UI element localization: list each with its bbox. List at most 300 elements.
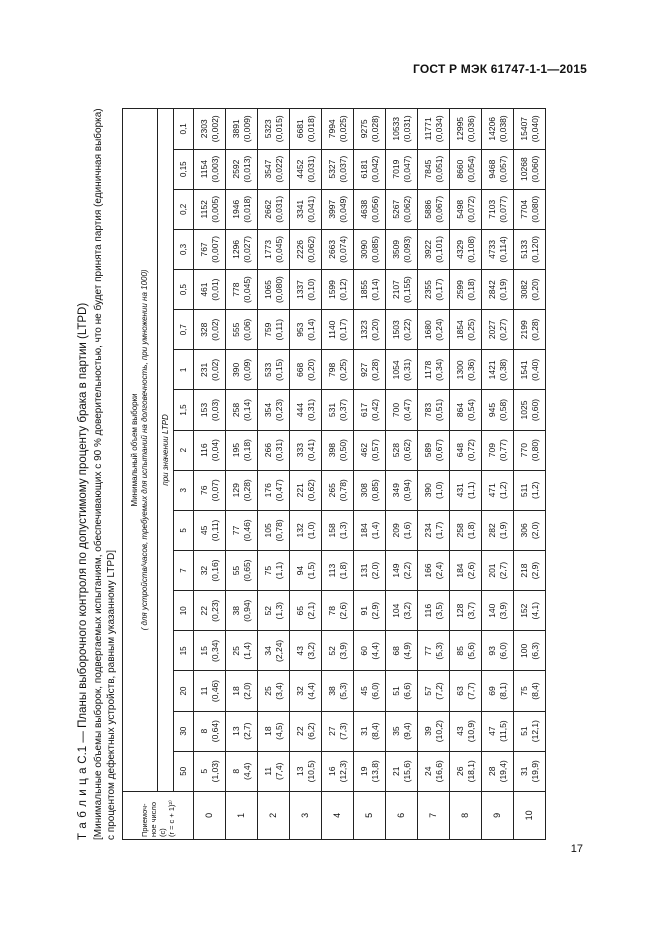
sample-size-cell [514,550,546,590]
header-acceptance-number [123,791,194,839]
sample-size-value: 7103 [486,199,497,219]
ltpd-column-header: 0,1 [174,109,194,150]
sample-size-percent: (0,19) [497,278,508,301]
sample-size-cell [450,631,482,671]
sample-size-cell [418,430,450,470]
sample-size-cell [354,711,386,751]
sample-size-value: 5267 [390,199,401,219]
sample-size-cell [450,390,482,430]
caption-label: Т а б л и ц а [77,766,89,840]
sample-size-percent: (2,0) [241,682,252,700]
sample-size-percent: (1,2) [497,481,508,500]
sample-size-value: 2663 [326,239,337,259]
sample-size-cell [258,631,290,671]
sample-size-value: 11 [262,766,273,776]
sample-size-value: 152 [518,603,529,618]
sample-size-cell [418,631,450,671]
sample-size-value: 6681 [294,119,305,139]
sample-size-value: 31 [518,766,529,776]
sample-size-value: 700 [390,402,401,418]
sample-size-value: 7994 [326,119,337,139]
sample-size-value: 617 [358,402,369,418]
sample-size-value: 52 [262,605,273,616]
sample-size-value: 2303 [198,119,209,139]
sample-size-percent: (1,3) [337,521,348,540]
sample-size-value: 184 [454,563,465,578]
sample-size-percent: (0,60) [529,398,540,422]
sample-size-value: 471 [486,483,497,498]
sample-size-cell [322,270,354,310]
sample-size-cell [386,711,418,751]
sample-size-percent: (0,054) [465,155,476,183]
sample-size-value: 2107 [390,280,401,300]
sample-size-value: 1054 [390,360,401,380]
acceptance-number-cell: 7 [418,791,450,839]
sample-size-percent: (0,080) [529,195,540,223]
sample-size-cell [418,149,450,189]
sample-size-value: 1154 [198,160,209,179]
sample-size-value: 4638 [358,199,369,219]
sample-size-cell [514,510,546,550]
sample-size-value: 77 [422,646,433,656]
sample-size-percent: (0,47) [401,398,412,422]
sample-size-cell [290,510,322,550]
sample-size-value: 2199 [518,320,529,340]
sample-size-cell [450,229,482,269]
sample-size-value: 1323 [358,320,369,340]
ltpd-column-header: 2 [174,430,194,470]
sample-size-percent: (5,3) [337,682,348,700]
sample-size-cell [290,550,322,590]
sample-size-cell [418,711,450,751]
sample-size-percent: (10,5) [305,760,316,783]
sample-size-cell [226,430,258,470]
sample-size-cell [354,591,386,631]
sample-size-cell [354,671,386,711]
ltpd-column-header: 0,3 [174,229,194,269]
sample-size-value: 34 [262,646,273,656]
sample-size-value: 45 [198,525,209,536]
acceptance-number-cell: 4 [322,791,354,839]
sample-size-cell [450,671,482,711]
sample-size-value: 116 [422,603,433,618]
sample-size-percent: (0,027) [241,235,252,263]
sample-size-percent: (4,4) [305,682,316,700]
sample-size-cell [194,751,226,791]
sample-size-cell [226,270,258,310]
sample-size-value: 68 [390,646,401,656]
sample-size-cell [194,189,226,229]
sample-size-percent: (3,2) [401,601,412,620]
acceptance-number-cell: 9 [482,791,514,839]
sample-size-cell [514,430,546,470]
sample-size-value: 149 [390,563,401,578]
sample-size-percent: (8,4) [529,682,540,700]
sample-size-percent: (0,12) [337,278,348,301]
table-row [386,109,418,840]
sample-size-percent: (0,080) [273,276,284,304]
sample-size-percent: (0,056) [369,195,380,223]
sample-size-value: 431 [454,483,465,498]
sample-size-cell [450,591,482,631]
sample-size-value: 15 [198,646,209,656]
sample-size-cell [418,671,450,711]
sample-size-value: 1599 [326,280,337,300]
sample-size-cell [418,470,450,510]
sample-size-cell [514,270,546,310]
sample-size-value: 24 [422,766,433,776]
sample-size-value: 28 [486,766,497,776]
sample-size-percent: (2,0) [529,521,540,540]
sample-size-value: 63 [454,686,465,696]
sample-size-cell [194,390,226,430]
sample-size-percent: (1,0) [305,521,316,540]
sample-size-value: 35 [390,726,401,736]
sample-size-value: 32 [294,686,305,696]
corner-line: ное число [149,801,158,837]
sample-size-cell [386,430,418,470]
sample-size-value: 2027 [486,320,497,340]
sample-size-cell [514,350,546,390]
sample-size-value: 462 [358,443,369,458]
sample-size-cell [290,229,322,269]
sample-size-percent: (0,038) [497,115,508,143]
sample-size-percent: (6,2) [305,722,316,740]
ltpd-column-header: 1 [174,350,194,390]
sample-size-percent: (0,42) [369,398,380,422]
sample-size-value: 555 [230,322,241,337]
sample-size-percent: (0,40) [529,358,540,381]
sample-size-percent: (3,9) [497,601,508,620]
sample-size-value: 770 [518,443,529,458]
sample-size-percent: (0,22) [401,318,412,341]
sample-size-cell [386,550,418,590]
sample-size-percent: (0,64) [209,720,220,743]
sample-size-value: 2599 [454,280,465,300]
sample-size-cell [450,350,482,390]
sample-size-percent: (0,10) [305,278,316,301]
sample-size-value: 945 [486,402,497,418]
sample-size-cell [450,510,482,550]
sample-size-percent: (4,4) [369,642,380,660]
sample-size-cell [386,149,418,189]
sample-size-cell [258,350,290,390]
sample-size-value: 7845 [422,159,433,179]
sample-size-percent: (0,085) [369,235,380,263]
sample-size-value: 231 [198,362,209,377]
sample-size-value: 5133 [518,239,529,259]
sample-size-cell [450,270,482,310]
sample-size-value: 38 [326,686,337,696]
sample-size-value: 759 [262,322,273,337]
sample-size-cell [354,470,386,510]
sample-size-value: 258 [230,402,241,418]
table-row [450,109,482,840]
sample-size-cell [194,310,226,350]
sample-size-cell [194,470,226,510]
sample-size-value: 22 [198,605,209,616]
sample-size-value: 1025 [518,400,529,420]
sample-size-cell [354,751,386,791]
sample-size-cell [354,189,386,229]
sample-size-value: 1421 [486,360,497,380]
sample-size-value: 349 [390,483,401,498]
sample-size-cell [226,310,258,350]
sample-size-value: 131 [358,563,369,578]
sample-size-cell [226,751,258,791]
sample-size-value: 128 [454,603,465,618]
sample-size-percent: (0,101) [433,235,444,263]
sample-size-percent: (0,67) [433,439,444,462]
sample-size-percent: (16,6) [433,760,444,783]
sample-size-value: 153 [198,402,209,418]
sample-size-cell [482,751,514,791]
sample-size-percent: (0,77) [497,439,508,462]
sample-size-cell [194,591,226,631]
sample-size-cell [418,591,450,631]
sample-size-percent: (1,9) [497,521,508,540]
sample-size-value: 94 [294,565,305,576]
sample-size-value: 65 [294,605,305,616]
sample-size-cell [290,390,322,430]
sample-size-value: 51 [390,686,401,696]
sample-size-percent: (0,14) [305,318,316,341]
sample-size-percent: (0,31) [305,398,316,422]
sample-size-percent: (7,7) [465,682,476,700]
sample-size-cell [194,270,226,310]
sample-size-value: 6181 [358,159,369,179]
sample-size-cell [450,430,482,470]
acceptance-number-cell: 10 [514,791,546,839]
sample-size-value: 444 [294,402,305,418]
ltpd-column-header: 7 [174,550,194,590]
sample-size-percent: (0,28) [369,358,380,381]
sample-size-value: 12995 [454,116,465,141]
sample-size-cell [322,310,354,350]
sample-size-percent: (0,042) [369,155,380,183]
sample-size-value: 864 [454,402,465,418]
sample-size-value: 113 [326,563,337,578]
sample-size-value: 60 [358,646,369,656]
sample-size-cell [322,350,354,390]
sample-size-value: 43 [294,646,305,656]
sample-size-percent: (0,31) [401,358,412,381]
sample-size-percent: (0,041) [305,195,316,223]
sample-size-cell [450,711,482,751]
sample-size-percent: (0,049) [337,195,348,223]
sample-size-percent: (0,54) [465,398,476,422]
sample-size-value: 38 [230,605,241,616]
sample-size-value: 398 [326,443,337,458]
sample-size-percent: (0,047) [401,155,412,183]
sample-size-cell [386,390,418,430]
sample-size-cell [258,390,290,430]
sample-size-cell [450,550,482,590]
sample-size-value: 184 [358,523,369,538]
sample-size-value: 52 [326,646,337,656]
sample-size-cell [226,671,258,711]
sample-size-cell [322,510,354,550]
sample-size-percent: (0,20) [369,318,380,341]
sample-size-value: 668 [294,362,305,377]
sample-size-value: 3509 [390,239,401,259]
sample-size-percent: (0,50) [337,439,348,462]
header-min-sample-line2: ( для устройств/часов, требуемых для испытаний на долговечность, при умножении на 1000) [140,269,149,631]
sample-size-percent: (0,031) [401,115,412,143]
sample-size-value: 5886 [422,199,433,219]
sample-size-value: 9468 [486,159,497,179]
sample-size-percent: (0,23) [273,398,284,422]
acceptance-number-cell: 1 [226,791,258,839]
sample-size-value: 3547 [262,159,273,179]
sample-size-cell [514,711,546,751]
sample-size-cell [450,149,482,189]
sample-size-percent: (0,114) [497,236,508,263]
sample-size-cell [514,671,546,711]
sample-size-percent: (0,108) [465,235,476,263]
sample-size-value: 8660 [454,159,465,179]
sample-size-value: 4733 [486,239,497,259]
sample-size-percent: (0,37) [337,398,348,422]
sample-size-value: 7019 [390,159,401,179]
sample-size-percent: (4,1) [529,601,540,620]
sample-size-cell [514,189,546,229]
sample-size-value: 3922 [422,239,433,259]
sample-size-cell [226,591,258,631]
sample-size-value: 2226 [294,239,305,259]
sample-size-cell [290,109,322,150]
sample-size-percent: (7,4) [273,762,284,780]
sample-size-percent: (2,24) [273,639,284,662]
sample-size-percent: (0,16) [209,559,220,582]
sample-size-percent: (0,034) [433,115,444,143]
sample-size-cell [386,470,418,510]
sample-size-value: 2662 [262,199,273,219]
corner-line: Приемоч- [140,803,149,837]
ltpd-column-header: 50 [174,751,194,791]
sample-size-cell [258,591,290,631]
sample-size-cell [514,470,546,510]
sample-size-value: 218 [518,563,529,578]
sample-size-value: 18 [262,726,273,736]
ltpd-column-header: 30 [174,711,194,751]
page-number: 17 [570,843,583,855]
sample-size-percent: (0,037) [337,155,348,183]
sample-size-cell [258,229,290,269]
sample-size-value: 16 [326,766,337,776]
sample-size-value: 10268 [518,157,529,181]
sample-size-cell [482,350,514,390]
sample-size-cell [386,310,418,350]
sample-size-percent: (0,58) [497,398,508,422]
sample-size-cell [322,751,354,791]
sample-size-percent: (3,9) [337,642,348,660]
sample-size-percent: (0,018) [241,195,252,223]
sample-size-percent: (19,4) [497,760,508,783]
sample-size-percent: (10,2) [433,720,444,743]
sample-size-cell [258,470,290,510]
sample-size-cell [386,510,418,550]
sample-size-value: 55 [230,565,241,576]
sample-size-value: 5323 [262,119,273,139]
sample-size-cell [194,510,226,550]
sample-size-percent: (1,5) [305,561,316,580]
sample-size-cell [482,390,514,430]
sample-size-cell [226,711,258,751]
sample-size-percent: (0,120) [529,235,540,263]
sample-size-value: 75 [518,686,529,696]
sample-size-cell [258,149,290,189]
sample-size-cell [450,470,482,510]
sample-size-value: 8 [198,728,209,734]
sample-size-percent: (19,9) [529,760,540,783]
sample-size-value: 3341 [294,199,305,219]
sample-size-value: 2355 [422,280,433,300]
sample-size-value: 129 [230,483,241,498]
sample-size-value: 333 [294,443,305,458]
sample-size-percent: (0,045) [273,235,284,263]
sample-size-value: 234 [422,523,433,538]
sample-size-value: 648 [454,443,465,458]
sample-size-cell [258,270,290,310]
sample-size-percent: (1,7) [433,521,444,540]
sample-size-value: 2592 [230,159,241,179]
sample-size-value: 13 [230,726,241,736]
sample-size-value: 533 [262,362,273,377]
sample-size-cell [418,270,450,310]
sample-size-percent: (0,11) [209,519,220,542]
sample-size-value: 1680 [422,320,433,340]
sample-size-cell [418,350,450,390]
sample-size-cell [258,109,290,150]
sample-size-cell [386,751,418,791]
sample-size-cell [354,510,386,550]
sample-size-value: 709 [486,443,497,458]
sample-size-cell [322,470,354,510]
ltpd-column-header: 20 [174,671,194,711]
sample-size-cell [194,430,226,470]
sample-size-percent: (0,78) [273,519,284,542]
sample-size-cell [418,229,450,269]
sample-size-cell [194,550,226,590]
sample-size-value: 93 [486,646,497,656]
sample-size-value: 166 [422,563,433,578]
sample-size-percent: (2,9) [369,601,380,620]
sample-size-cell [226,510,258,550]
sample-size-cell [322,591,354,631]
acceptance-number-cell: 8 [450,791,482,839]
sample-size-cell [290,751,322,791]
sample-size-value: 43 [454,726,465,736]
sample-size-cell [322,149,354,189]
sample-size-percent: (4,4) [241,762,252,780]
sample-size-cell [322,631,354,671]
sample-size-cell [194,149,226,189]
sample-size-percent: (0,003) [209,155,220,183]
sample-size-percent: (0,20) [305,358,316,381]
sample-size-percent: (1,03) [209,760,220,783]
sample-size-percent: (1,6) [401,521,412,540]
sample-size-cell [482,711,514,751]
sample-size-percent: (9,4) [401,722,412,740]
sample-size-percent: (0,25) [465,318,476,341]
sample-size-cell [322,390,354,430]
ltpd-column-header: 0,5 [174,270,194,310]
sample-size-cell [418,109,450,150]
sample-size-value: 1503 [390,320,401,340]
sample-size-value: 1140 [326,320,337,339]
sample-size-value: 9275 [358,119,369,139]
